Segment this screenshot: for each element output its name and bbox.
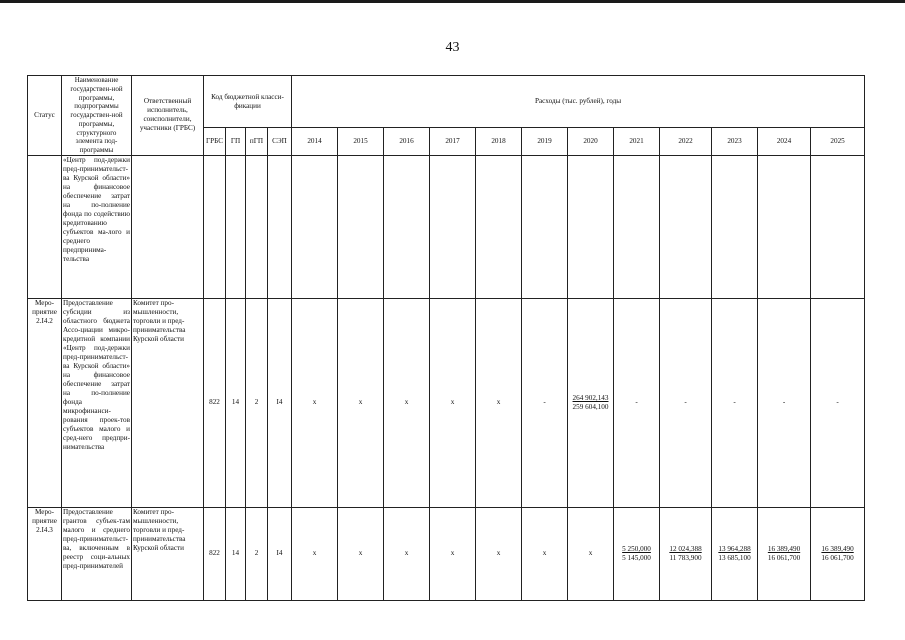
header-year: 2017 — [430, 128, 476, 156]
code-cell: 822 — [204, 298, 226, 507]
header-expenses: Расходы (тыс. рублей), годы — [292, 76, 865, 128]
value-text: x — [358, 398, 363, 407]
value-cell — [430, 507, 476, 600]
value-cell — [811, 155, 865, 298]
code-cell — [246, 155, 268, 298]
actual-value: 13 685,100 — [718, 553, 751, 562]
header-year: 2025 — [811, 128, 865, 156]
value-cell — [758, 155, 811, 298]
value-cell — [660, 507, 712, 600]
header-name: Наименование государствен-ной программы, подпрограммы государствен-ной программы, структурного элемента под-программы — [62, 76, 132, 156]
planned-value: 13 964,288 — [718, 544, 751, 553]
planned-value: 16 389,490 — [821, 544, 854, 553]
header-code-gp: ГП — [226, 128, 246, 156]
value-text: x — [404, 549, 409, 558]
header-year: 2016 — [384, 128, 430, 156]
value-cell — [758, 298, 811, 507]
actual-value: 16 061,700 — [767, 553, 801, 562]
value-cell — [712, 507, 758, 600]
actual-value: 11 783,900 — [669, 553, 702, 562]
value-cell — [614, 155, 660, 298]
value-cell — [522, 507, 568, 600]
header-year: 2021 — [614, 128, 660, 156]
header-code-grbs: ГРБС — [204, 128, 226, 156]
value-text: x — [496, 398, 501, 407]
header-year: 2019 — [522, 128, 568, 156]
value-cell — [384, 507, 430, 600]
status-cell: Меро-приятие 2.I4.3 — [28, 507, 62, 600]
header-budget-code: Код бюджетной класси-фикации — [204, 76, 292, 128]
code-cell — [204, 155, 226, 298]
value-text: x — [404, 398, 409, 407]
value-cell — [476, 298, 522, 507]
header-status: Статус — [28, 76, 62, 156]
value-pair — [573, 394, 609, 412]
actual-value: 5 145,000 — [622, 553, 651, 562]
value-cell — [614, 298, 660, 507]
value-text: - — [543, 398, 546, 407]
code-cell: I4 — [268, 298, 292, 507]
value-cell — [568, 507, 614, 600]
planned-value: 5 250,000 — [622, 544, 651, 553]
value-text: x — [496, 549, 501, 558]
name-cell: «Центр под-держки пред-принимательст-ва Курской области» на финансовое обеспечение затрат на по-полнение фонда по содействию кредитованию субъектов ма-лого и среднего предпринима-тельства — [62, 155, 132, 298]
value-cell — [292, 507, 338, 600]
value-cell — [384, 155, 430, 298]
value-cell — [430, 155, 476, 298]
table-row — [28, 298, 865, 507]
value-cell — [430, 298, 476, 507]
value-text: - — [635, 398, 638, 407]
code-cell: 2 — [246, 298, 268, 507]
value-cell — [660, 155, 712, 298]
value-cell — [476, 507, 522, 600]
value-cell — [338, 507, 384, 600]
actual-value: 16 061,700 — [821, 553, 854, 562]
value-cell — [660, 298, 712, 507]
executor-cell: Комитет про-мышленности, торговли и пред-принимательства Курской области — [132, 298, 204, 507]
value-text: x — [542, 549, 547, 558]
name-cell: Предоставление грантов субъек-там малого и среднего пред-принимательст-ва, включенным в реестр соци-альных пред-принимателей — [62, 507, 132, 600]
planned-value: 16 389,490 — [767, 544, 801, 553]
table-row — [28, 507, 865, 600]
value-pair — [718, 545, 750, 563]
value-cell — [338, 298, 384, 507]
header-year: 2015 — [338, 128, 384, 156]
value-text: x — [450, 398, 455, 407]
executor-cell — [132, 155, 204, 298]
value-text: x — [450, 549, 455, 558]
value-text: - — [684, 398, 687, 407]
value-cell — [522, 298, 568, 507]
header-year: 2014 — [292, 128, 338, 156]
page-number: 43 — [445, 40, 460, 55]
status-cell: Меро-приятие 2.I4.2 — [28, 298, 62, 507]
planned-value: 264 902,143 — [572, 393, 609, 402]
code-cell: 822 — [204, 507, 226, 600]
scan-edge — [0, 0, 905, 3]
header-year: 2023 — [712, 128, 758, 156]
value-cell — [568, 298, 614, 507]
value-text: - — [733, 398, 736, 407]
value-text: - — [782, 398, 786, 407]
value-pair — [821, 545, 853, 563]
value-text: - — [836, 398, 839, 407]
value-cell — [568, 155, 614, 298]
executor-cell: Комитет про-мышленности, торговли и пред-принимательства Курской области — [132, 507, 204, 600]
status-cell — [28, 155, 62, 298]
header-year: 2018 — [476, 128, 522, 156]
value-text: x — [358, 549, 363, 558]
code-cell: 2 — [246, 507, 268, 600]
header-code-pgp: пГП — [246, 128, 268, 156]
code-cell — [226, 155, 246, 298]
value-text: x — [312, 549, 317, 558]
table-row — [28, 155, 865, 298]
code-cell: I4 — [268, 507, 292, 600]
value-cell — [614, 507, 660, 600]
value-cell — [384, 298, 430, 507]
value-cell — [292, 298, 338, 507]
value-text: x — [312, 398, 317, 407]
value-cell — [712, 298, 758, 507]
budget-table — [27, 75, 865, 601]
value-text: x — [588, 549, 593, 558]
header-year: 2022 — [660, 128, 712, 156]
value-pair — [669, 545, 701, 563]
value-cell — [811, 298, 865, 507]
value-pair — [768, 545, 800, 563]
code-cell — [268, 155, 292, 298]
planned-value: 12 024,388 — [669, 544, 702, 553]
name-cell: Предоставление субсидии из областного бюджета Ассо-циации микро-кредитной компании «Центр под-держки пред-принимательст-ва Курской области» на финансовое обеспечение затрат на по-полнение фонда микрофинанси-рования проек-тов субъектов малого и сред-него предпри-нимательства — [62, 298, 132, 507]
value-cell — [758, 507, 811, 600]
actual-value: 259 604,100 — [572, 402, 609, 411]
value-cell — [476, 155, 522, 298]
header-year: 2024 — [758, 128, 811, 156]
value-cell — [338, 155, 384, 298]
value-pair — [622, 545, 651, 563]
header-year: 2020 — [568, 128, 614, 156]
code-cell: 14 — [226, 298, 246, 507]
header-row-1 — [28, 76, 865, 128]
header-code-sep: СЭП — [268, 128, 292, 156]
value-cell — [811, 507, 865, 600]
value-cell — [712, 155, 758, 298]
value-cell — [292, 155, 338, 298]
code-cell: 14 — [226, 507, 246, 600]
header-executor: Ответственный исполнитель, соисполнители, участники (ГРБС) — [132, 76, 204, 156]
value-cell — [522, 155, 568, 298]
